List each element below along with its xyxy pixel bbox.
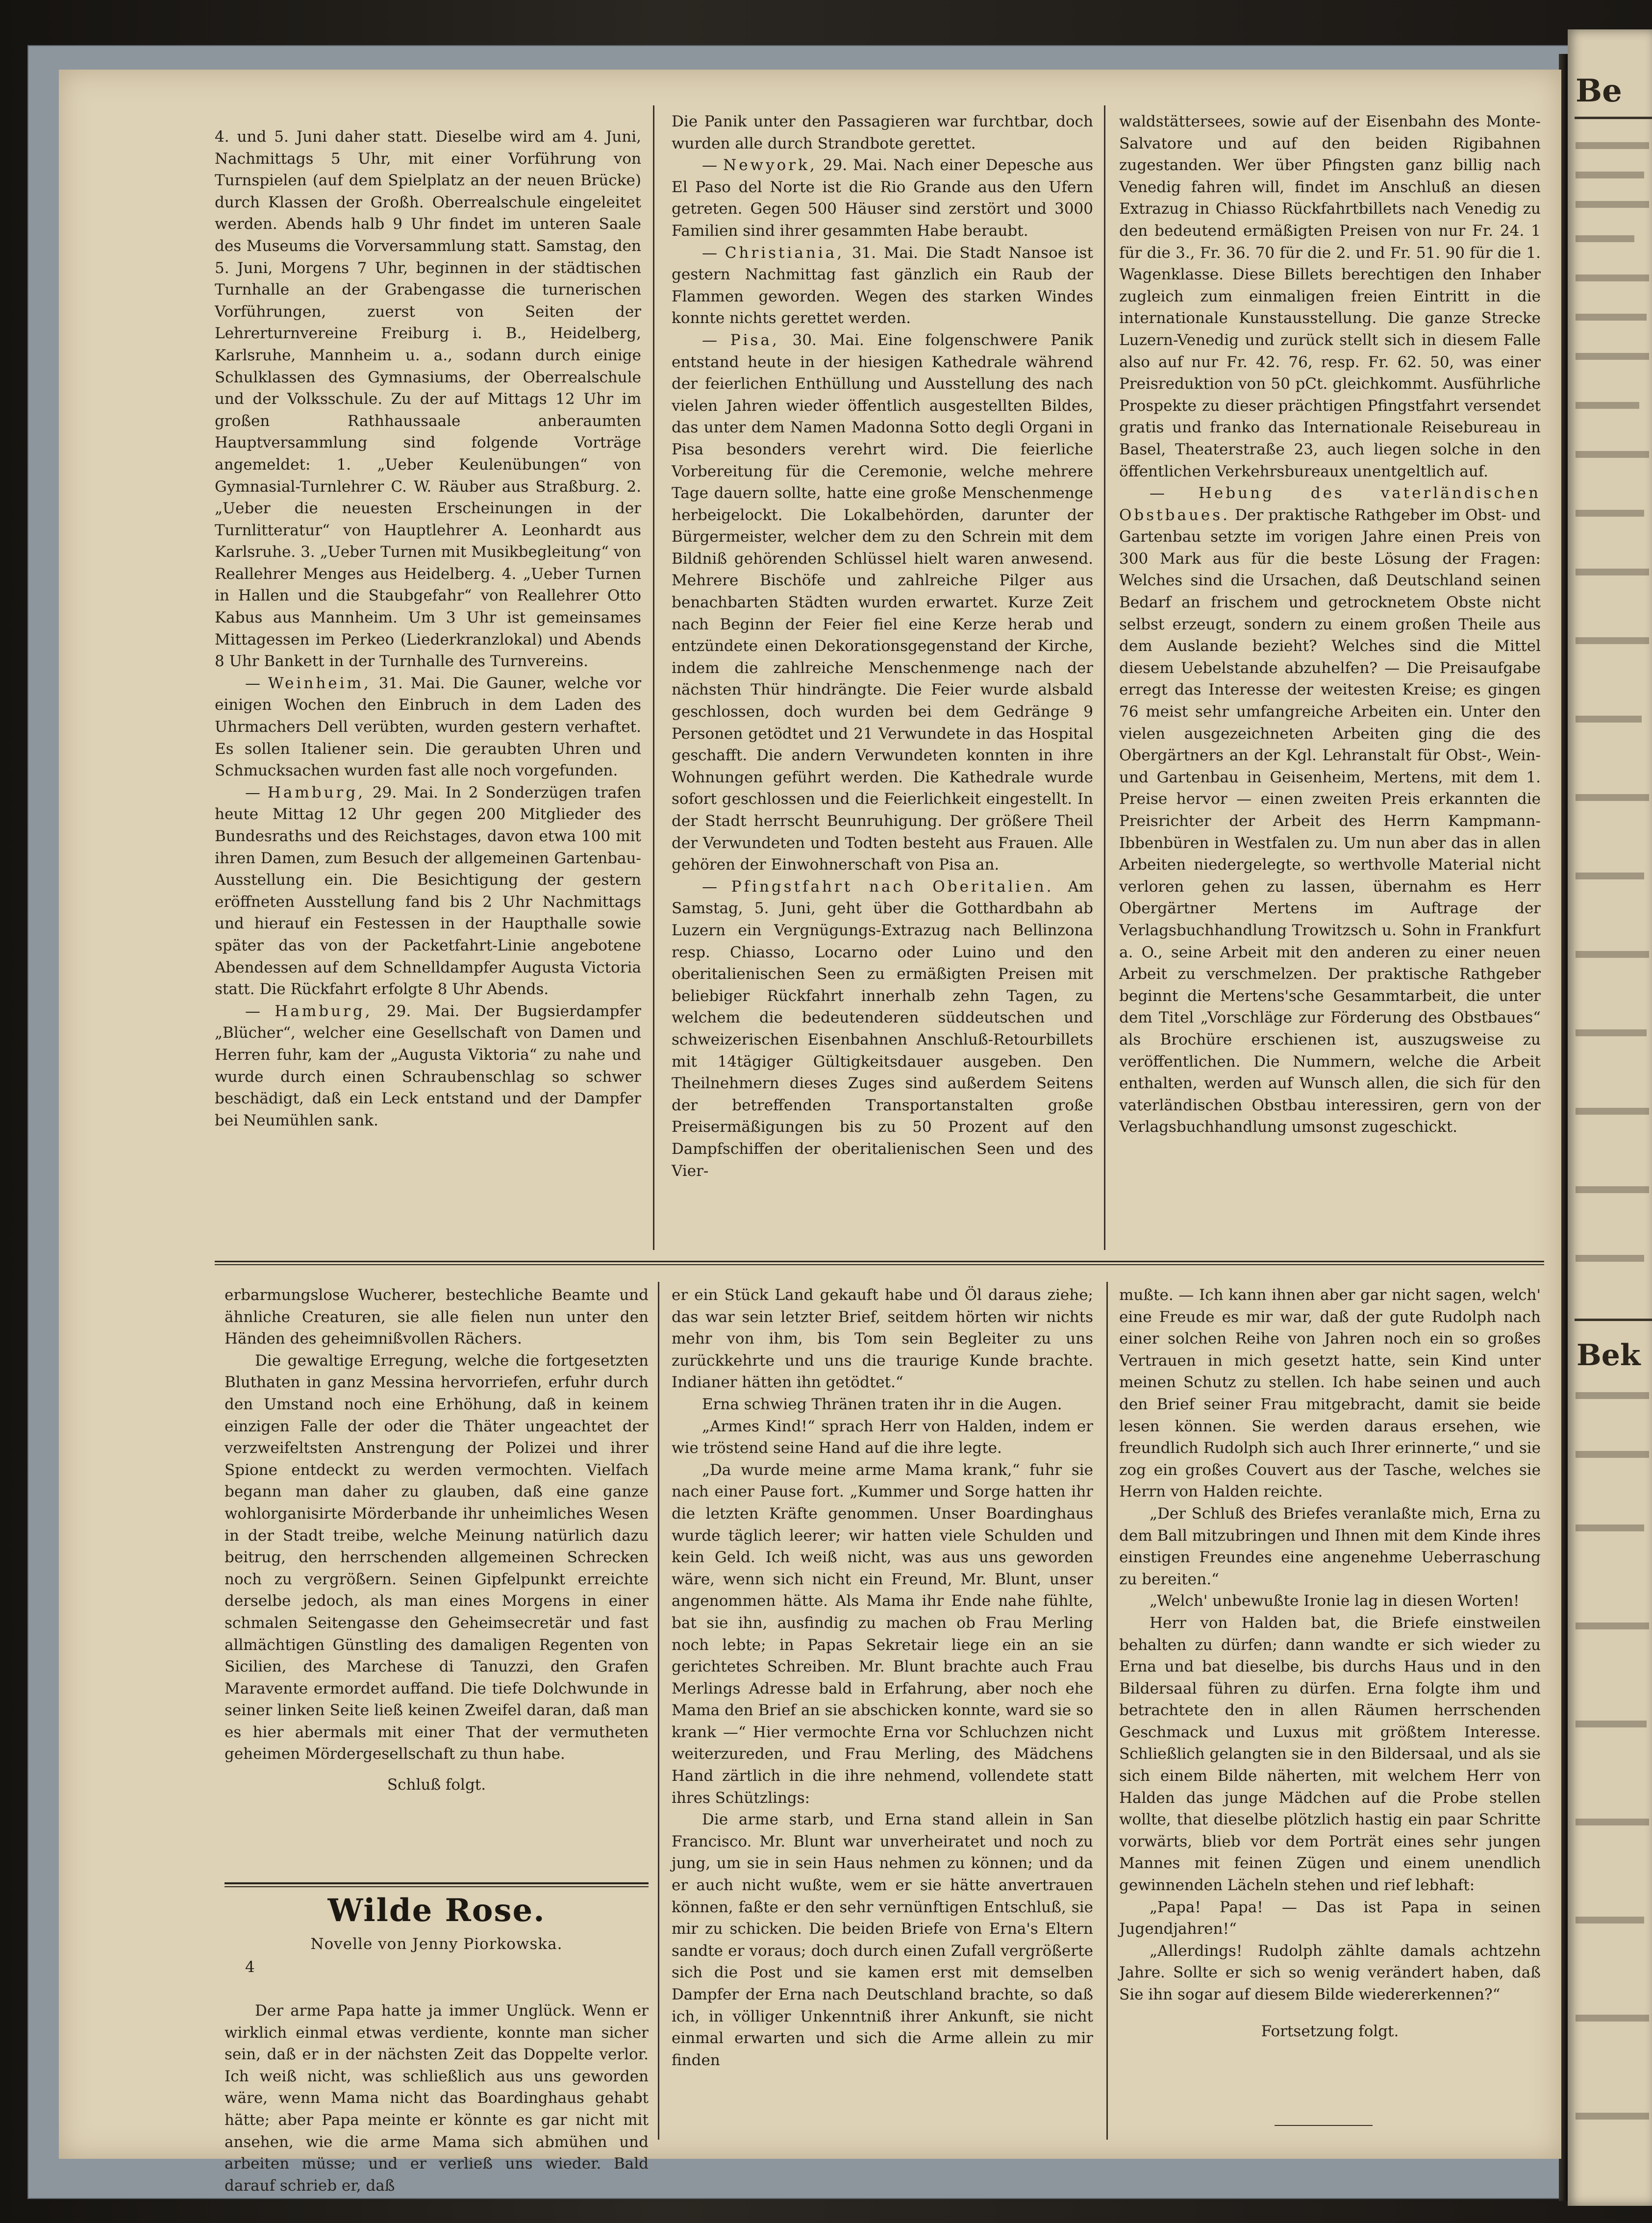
adjacent-page-heading-lower: Bek [1577,1338,1641,1373]
paragraph [672,1459,1093,1809]
news-column-1 [215,126,641,1131]
paragraph-text: Die Gauner, welche vor einigen Wochen den Einbruch in dem Laden des Uhrmachers Dell verübten, wurden gestern verhaftet. Es sollen Italiener sein. Die geraubten Uhren und Schmucksachen wurden fast alle noch vorgefunden. [215,674,642,780]
closing-rule [1275,2125,1373,2126]
adjacent-page-text-line [1576,201,1649,208]
adjacent-page-text-line [1576,2113,1649,2120]
paragraph-text: Der arme Papa hatte ja immer Unglück. Wenn er wirklich einmal etwas verdiente, konnte man sicher sein, daß er in der nächsten Zeit das Doppelte verlor. Ich weiß nicht, was schließlich aus uns geworden wäre, wenn Mama nicht das Boardinghaus gehabt hätte; aber Papa meinte er könnte es gar nicht mit ansehen, wie die arme Mama sich abmühen und arbeiten müsse; und er verließ uns wieder. Bald darauf schrieb er, daß [225,2002,649,2195]
adjacent-page-text-line [1576,314,1647,321]
paragraph [1119,111,1541,482]
dateline-date: 31. Mai. [378,674,445,692]
feuilleton-column-1 [225,1284,649,1796]
dateline-place: Newyork, [723,156,817,175]
adjacent-page-text-line [1576,1451,1649,1458]
adjacent-page-text-line [1576,1029,1647,1036]
adjacent-page-text-line [1576,569,1649,575]
feuilleton-story-text [1119,1284,1541,2006]
adjacent-page-heading: Be [1576,73,1622,109]
paragraph-text: Der praktische Rathgeber im Obst- und Gartenbau setzte im vorigen Jahre einen Preis von 300 Mark aus für die beste Lösung der Fragen: Welches sind die Ursachen, daß Deutschland seinen Bedarf an frischem und getrocknetem Obste nicht selbst erzeugt, sondern zu einem großen Theile aus dem Auslande bezieht? Welches sind die Mittel diesem Uebelstande abzuhelfen? — Die Preisaufgabe erregt das Interesse der weitesten Kreise; es gingen 76 meist sehr umfangreiche Arbeiten ein. Unter den vielen ausgezeichneten Arbeiten ging die des Obergärtners an der Kgl. Lehranstalt für Obst-, Wein- und Gartenbau in Geisenheim, Mertens, mit dem 1. Preise hervor — einen zweiten Preis erkannten die Preisrichter der Arbeit des Herrn Kampmann-Ibbenbüren in Westfalen zu. Um nun aber das in allen Arbeiten niedergelegte, so werthvolle Material nicht verloren gehen zu lassen, übernahm es Herr Obergärtner Mertens im Auftrage der Verlagsbuchhandlung Trowitzsch u. Sohn in Frankfurt a. O., seine Arbeit mit den anderen zu einer neuen Arbeit zu verschmelzen. Der praktische Rathgeber beginnt die Mertens'sche Gesammtarbeit, die unter dem Titel „Vorschläge zur Förderung des Obstbaues“ als Brochüre erschienen ist, auszugsweise zu veröffentlichen. Die Nummern, welche die Arbeit enthalten, werden auf Wunsch allen, die sich für den vaterländischen Obstbau interessiren, gern von der Verlagsbuchhandlung umsonst zugeschickt. [1119,506,1541,1136]
paragraph-text: Der Bugsierdampfer „Blücher“, welcher eine Gesellschaft von Damen und Herren fuhr, kam der „Augusta Viktoria“ zu nahe und wurde durch einen Schraubenschlag so schwer beschädigt, daß ein Leck entstand und der Dampfer bei Neumühlen sank. [215,1002,641,1129]
adjacent-page-text-line [1576,1623,1649,1629]
paragraph-text: Die Panik unter den Passagieren war furchtbar, doch wurden alle durch Strandbote gerettet. [672,113,1093,152]
paragraph-text: er ein Stück Land gekauft habe und Öl daraus ziehe; das war sein letzter Brief, seitdem hörten wir nichts mehr von ihm, bis Tom sein Begleiter zu uns zurückkehrte und uns die traurige Kunde brachte. Indianer hätten ihn getödtet.“ [672,1286,1093,1392]
dateline-place: Hamburg, [275,1002,373,1020]
adjacent-page-text-line [1576,235,1634,242]
news-item: — Christiania, 31. Mai. Die Stadt Nansoe ist gestern Nachmittag fast gänzlich ein Raub der Flammen geworden. Wegen des starken Windes konnte nichts gerettet werden. [672,244,1093,327]
adjacent-page-text-line [1576,1917,1644,1923]
adjacent-page-text-line [1576,275,1649,281]
adjacent-page-text-line [1576,716,1642,723]
paragraph [225,1284,649,1350]
paragraph [672,1809,1093,2071]
dateline-place: Pisa, [730,331,779,349]
paragraph [672,1394,1093,1416]
paragraph [225,2000,649,2197]
adjacent-page-text-line [1576,172,1644,178]
paragraph [1119,1503,1541,1590]
adjacent-page-text-line [1576,1524,1644,1531]
paragraph-text: Die Stadt Nansoe ist gestern Nachmittag fast gänzlich ein Raub der Flammen geworden. Wegen des starken Windes konnte nichts gerettet werden. [672,244,1093,327]
dateline-place: Christiania, [725,244,845,262]
paragraph-text: Die gewaltige Erregung, welche die fortgesetzten Bluthaten in ganz Messina hervorriefen, erfuhr durch den Umstand noch eine Erhöhung, daß in keinem einzigen Falle der oder die Thäter ungeachtet der verzweifeltsten Anstrengung der Polizei und ihrer Spione entdeckt zu werden vermochten. Vielfach begann man daher zu glauben, daß eine ganze wohlorganisirte Mörderbande ihr unheimliches Wesen in der Stadt treibe, welche Meinung natürlich dazu beitrug, den herrschenden allgemeinen Schrecken noch zu vergrößern. Seinen Gipfelpunkt erreichte derselbe jedoch, als man eines Morgens in einer schmalen Seitengasse den Geheimsecretär und fast allmächtigen Günstling des damaligen Regenten von Sicilien, des Marchese di Tanuzzi, den Grafen Maravente ermordet auffand. Die tiefe Dolchwunde in seiner linken Seite ließ keinen Zweifel daran, daß man es hier abermals mit einer That der vermutheten geheimen Mördergesellschaft zu thun habe. [225,1351,649,1763]
novel-title: Wilde Rose. [327,1892,546,1929]
adjacent-page-text-line [1576,637,1649,644]
adjacent-page-edge [1568,29,1652,2206]
news-item: — Newyork, 29. Mai. Nach einer Depesche aus El Paso del Norte ist die Rio Grande aus den Ufern getreten. Gegen 500 Häuser sind zerstört und 3000 Familien sind ihrer gesammten Habe beraubt. [672,156,1094,240]
continued-note: Schluß folgt. [387,1776,486,1794]
paragraph [1119,1612,1541,1897]
column-rule [658,1282,659,2140]
adjacent-page-rule [1575,117,1652,119]
news-column-2 [672,111,1093,1182]
adjacent-page-text-line [1576,2015,1649,2022]
paragraph [1119,1897,1541,1940]
feuilleton-column-3 [1119,1284,1541,2042]
column-rule [1104,105,1105,1250]
news-item: — Hamburg, 29. Mai. In 2 Sonderzügen trafen heute Mittag 12 Uhr gegen 200 Mitglieder des Bundesraths und des Reichstages, davon etwa 100 mit ihren Damen, zum Besuch der allgemeinen Gartenbau-Ausstellung ein. Die Besichtigung der gestern eröffneten Ausstellung fand bis 2 Uhr Nachmittags und hierauf ein Festessen in der Haupthalle sowie später das von der Packetfahrt-Linie angebotene Abendessen auf dem Schnelldampfer Augusta Victoria statt. Die Rückfahrt erfolgte 8 Uhr Abends. [215,783,642,999]
dateline-date: 31. Mai. [851,244,918,262]
adjacent-page-text-line [1576,951,1649,958]
adjacent-page-rule [1575,1319,1652,1321]
news-item: — Weinheim, 31. Mai. Die Gauner, welche vor einigen Wochen den Einbruch in dem Laden des Uhrmachers Dell verübten, wurden gestern verhaftet. Es sollen Italiener sein. Die geraubten Uhren und Schmucksachen wurden fast alle noch vorgefunden. [215,674,642,780]
news-item: — Hebung des vaterländischen Obstbaues. Der praktische Rathgeber im Obst- und Gartenbau setzte im vorigen Jahre einen Preis von 300 Mark aus für die beste Lösung der Fragen: Welches sind die Ursachen, daß Deutschland seinen Bedarf an frischem und getrocknetem Obste nicht selbst erzeugt, sondern zu einem großen Theile aus dem Auslande bezieht? Welches sind die Mittel diesem Uebelstande abzuhelfen? — Die Preisaufgabe erregt das Interesse der weitesten Kreise; es gingen 76 meist sehr umfangreiche Arbeiten ein. Unter den vielen ausgezeichneten Arbeiten ging die des Obergärtners an der Kgl. Lehranstalt für Obst-, Wein- und Gartenbau in Geisenheim, Mertens, mit dem 1. Preise hervor — einen zweiten Preis erkannten die Preisrichter der Arbeit des Herrn Kampmann-Ibbenbüren in Westfalen zu. Um nun aber das in allen Arbeiten niedergelegte, so werthvolle Material nicht verloren gehen zu lassen, übernahm es Herr Obergärtner Mertens im Auftrage der Verlagsbuchhandlung Trowitzsch u. Sohn in Frankfurt a. O., seine Arbeit mit den anderen zu einer neuen Arbeit zu verschmelzen. Der praktische Rathgeber beginnt die Mertens'sche Gesammtarbeit, die unter dem Titel „Vorschläge zur Förderung des Obstbaues“ als Brochüre erschienen ist, auszugsweise zu veröffentlichen. Die Nummern, welche die Arbeit enthalten, werden auf Wunsch allen, die sich für den vaterländischen Obstbau interessiren, gern von der Verlagsbuchhandlung umsonst zugeschickt. [1119,484,1541,1136]
news-item: — Pfingstfahrt nach Oberitalien. Am Samstag, 5. Juni, geht über die Gotthardbahn ab Luzern ein Vergnügungs-Extrazug nach Bellinzona resp. Chiasso, Locarno oder Luino und den oberitalienischen Seen zu ermäßigten Preisen mit beliebiger Rückfahrt innerhalb zehn Tagen, zu welchem die bedeutenderen süddeutschen und schweizerischen Eisenbahnen Anschluß-Retourbillets mit 14tägiger Gültigkeitsdauer ausgeben. Den Theilnehmern dieses Zuges sind außerdem Seitens der betreffenden Transportanstalten große Preisermäßigungen bis zu 50 Prozent auf den Dampfschiffen der oberitalienischen Seen und des Vier- [672,877,1094,1180]
to-be-continued-note: Fortsetzung folgt. [1261,2022,1399,2040]
paragraph [672,111,1093,154]
title-rule [225,1882,649,1884]
news-column-3 [1119,111,1541,1138]
adjacent-page-text-line [1576,1186,1649,1193]
dateline-place: Weinheim, [268,674,371,692]
adjacent-page-text-line [1576,510,1644,517]
installment-number: 4 [245,1958,255,1976]
adjacent-page-text-line [1576,1392,1649,1399]
adjacent-page-text-line [1576,142,1649,149]
column-rule [1106,1282,1108,2140]
paragraph-text: waldstättersees, sowie auf der Eisenbahn des Monte-Salvatore und auf den beiden Rigibahnen zugestanden. Wer über Pfingsten ganz billig nach Venedig fahren will, findet im Anschluß an diesen Extrazug in Chiasso Rückfahrtbillets nach Venedig zu den bedeutend ermäßigten Preisen von nur Fr. 24. 1 für die 3., Fr. 36. 70 für die 2. und Fr. 51. 90 für die 1. Wagenklasse. Diese Billets berechtigen den Inhaber zugleich zum einmaligen freien Eintritt in die internationale Kunstausstellung. Die ganze Strecke Luzern-Venedig und zurück stellt sich in diesem Falle also auf nur Fr. 42. 76, resp. Fr. 62. 50, was einer Preisreduktion von 50 pCt. gleichkommt. Ausführliche Prospekte zu dieser prächtigen Pfingstfahrt versendet gratis und franko das Internationale Reisebureau in Basel, Theaterstraße 23, auch liegen solche in den öffentlichen Verkehrsbureaux unentgeltlich auf. [1119,113,1541,480]
paragraph-text: „Armes Kind!“ sprach Herr von Halden, indem er wie tröstend seine Hand auf die ihre legte. [672,1417,1093,1457]
paragraph-text: Herr von Halden bat, die Briefe einstweilen behalten zu dürfen; dann wandte er sich wieder zu Erna und bat dieselbe, bis durchs Haus und in den Bildersaal führen zu dürfen. Erna folgte ihm und betrachtete den in allen Räumen herrschenden Geschmack und Luxus mit größtem Interesse. Schließlich gelangten sie in den Bildersaal, und als sie sich einem Bilde näherten, mit welchem Herr von Halden das junge Mädchen auf die Probe stellen wollte, that dieselbe plötzlich hastig ein paar Schritte vorwärts, blieb vor dem Porträt eines sehr jungen Mannes mit feinen Zügen und einem unendlich gewinnenden Lächeln stehen und rief lebhaft: [1119,1614,1541,1895]
dateline-place: Pfingstfahrt nach Oberitalien. [731,877,1054,896]
paragraph-text: Am Samstag, 5. Juni, geht über die Gotthardbahn ab Luzern ein Vergnügungs-Extrazug nach Bellinzona resp. Chiasso, Locarno oder Luino und den oberitalienischen Seen zu ermäßigten Preisen mit beliebiger Rückfahrt innerhalb zehn Tagen, zu welchem die bedeutenderen süddeutschen und schweizerischen Eisenbahnen Anschluß-Retourbillets mit 14tägiger Gültigkeitsdauer ausgeben. Den Theilnehmern dieses Zuges sind außerdem Seitens der betreffenden Transportanstalten große Preisermäßigungen bis zu 50 Prozent auf den Dampfschiffen der oberitalienischen Seen und des Vier- [672,877,1094,1180]
paragraph [215,126,641,673]
paragraph [1119,1590,1541,1612]
feuilleton-divider [215,1264,1544,1265]
adjacent-page-text-line [1576,1108,1649,1115]
dateline-place: Hamburg, [267,783,366,801]
paragraph-text: Die arme starb, und Erna stand allein in San Francisco. Mr. Blunt war unverheiratet und noch zu jung, um sie in sein Haus nehmen zu können; und da er auch nicht wußte, wem er sie hätte anvertrauen können, faßte er den sehr vernünftigen Entschluß, sie mir zu schicken. Die beiden Briefe von Erna's Eltern sandte er voraus; doch durch einen Zufall vergrößerte sich die Post und sie kamen erst mit demselben Dampfer der Erna nach Deutschland brachte, so daß ich, in völliger Unkenntniß ihrer Ankunft, sie nicht einmal erwarten und sich die Arme allein zu mir finden [672,1811,1093,2069]
adjacent-page-text-line [1576,402,1639,409]
paragraph-text: Eine folgenschwere Panik entstand heute in der hiesigen Kathedrale während der feierlichen Enthüllung und Ausstellung des nach vielen Jahren wieder öffentlich ausgestellten Bildes, das unter dem Namen Madonna Sotto degli Organi in Pisa besonders verehrt wird. Die feierliche Vorbereitung für die Ceremonie, welche mehrere Tage dauern sollte, hatte eine große Menschenmenge herbeigelockt. Die Lokalbehörden, darunter der Bürgermeister, welcher dem zu den Schrein mit dem Bildniß gehörenden Schlüssel hielt waren anwesend. Mehrere Bischöfe und zahlreiche Pilger aus benachbarten Städten wurden erwartet. Kurze Zeit nach Beginn der Feier fiel eine Kerze herab und entzündete einen Dekorationsgegenstand der Kirche, indem die zahlreiche Menschenmenge nach der nächsten Thür hindrängte. Die Feier wurde alsbald geschlossen, doch wurden bei dem Gedränge 9 Personen getödtet und 21 Verwundete in das Hospital geschafft. Die andern Verwundeten konnten in ihre Wohnungen geführt werden. Die Kathedrale wurde sofort geschlossen und die Feierlichkeit eingestellt. In der Stadt herrscht Beunruhigung. Der größere Theil der Verwundeten und Todten besteht aus Frauen. Alle gehören der Einwohnerschaft von Pisa an. [672,331,1093,874]
paragraph-text: Erna schwieg Thränen traten ihr in die Augen. [702,1395,1062,1413]
adjacent-page-text-line [1576,1819,1649,1825]
paragraph [1119,1284,1541,1503]
title-rule [225,1886,649,1887]
dateline-place: Hebung des vaterländischen Obstbaues. [1119,484,1541,524]
paragraph [672,1416,1093,1459]
paragraph-text: mußte. — Ich kann ihnen aber gar nicht sagen, welch' eine Freude es mir war, daß der gute Rudolph nach einer solchen Reihe von Jahren noch ein so großes Vertrauen in mich gesetzt hatte, sein Kind unter meinen Schutz zu stellen. Ich habe seinen und auch den Brief seiner Frau mitgebracht, damit sie beide lesen können. Sie werden daraus ersehen, wie freundlich Rudolph sich auch Ihrer erinnerte,“ und sie zog ein großes Couvert aus der Tasche, welches sie Herrn von Halden reichte. [1119,1286,1541,1501]
feuilleton-column-2 [672,1284,1093,2071]
adjacent-page-text-line [1576,794,1649,801]
feuilleton-story-text [225,1284,649,1765]
paragraph-text: „Der Schluß des Briefes veranlaßte mich, Erna zu dem Ball mitzubringen und Ihnen mit dem Kinde ihres einstigen Freundes eine angenehme Ueberraschung zu bereiten.“ [1119,1504,1541,1588]
dateline-date: 30. Mai. [792,331,864,349]
novel-column-1 [225,2000,649,2197]
adjacent-page-text-line [1576,1721,1647,1727]
paragraph-text: „Allerdings! Rudolph zählte damals achtzehn Jahre. Sollte er sich so wenig verändert haben, daß Sie ihn sogar auf diesem Bilde wiedererkennen?“ [1119,1942,1541,2003]
novel-byline: Novelle von Jenny Piorkowska. [310,1935,563,1953]
paragraph-text: 4. und 5. Juni daher statt. Dieselbe wird am 4. Juni, Nachmittags 5 Uhr, mit einer Vorführung von Turnspielen (auf dem Spielplatz an der neuen Brücke) durch Klassen der Großh. Oberrealschule eingeleitet werden. Abends halb 9 Uhr findet im unteren Saale des Museums die Vorversammlung statt. Samstag, den 5. Juni, Morgens 7 Uhr, beginnen in der städtischen Turnhalle an der Grabengasse die turnerischen Vorführungen, zuerst von Seiten der Lehrerturnvereine Freiburg i. B., Heidelberg, Karlsruhe, Mannheim u. a., sodann durch einige Schulklassen des Gymnasiums, der Oberrealschule und der Volksschule. Zu der auf Mittags 12 Uhr im großen Rathhaussaale anberaumten Hauptversammlung sind folgende Vorträge angemeldet: 1. „Ueber Keulenübungen“ von Gymnasial-Turnlehrer C. W. Räuber aus Straßburg. 2. „Ueber die neuesten Erscheinungen in der Turnlitteratur“ von Hauptlehrer A. Leonhardt aus Karlsruhe. 3. „Ueber Turnen mit Musikbegleitung“ von Reallehrer Menges aus Heidelberg. 4. „Ueber Turnen in Hallen und die Staubgefahr“ von Reallehrer Otto Kabus aus Mannheim. Um 3 Uhr ist gemeinsames Mittagessen im Perkeo (Liederkranzlokal) und Abends 8 Uhr Bankett in der Turnhalle des Turnvereins. [215,128,641,671]
paragraph [1119,1940,1541,2006]
paragraph-text: „Welch' unbewußte Ironie lag in diesen Worten! [1150,1592,1520,1610]
adjacent-page-text-line [1576,353,1649,360]
paragraph-text: „Da wurde meine arme Mama krank,“ fuhr sie nach einer Pause fort. „Kummer und Sorge hatten ihr die letzten Kräfte genommen. Unser Boardinghaus wurde täglich leerer; wir hatten viele Schulden und kein Geld. Ich weiß nicht, was aus uns geworden wäre, wenn sich nicht ein Freund, Mr. Blunt, unser angenommen hätte. Als Mama ihr Ende nahe fühlte, bat sie ihn, ausfindig zu machen ob Frau Merling noch lebte; in Papas Sekretair liege ein an sie gerichtetes Schreiben. Mr. Blunt brachte auch Frau Merlings Adresse bald in Erfahrung, aber noch ehe Mama den Brief an sie abschicken konnte, ward sie so krank —“ Hier vermochte Erna vor Schluchzen nicht weiterzureden, und Frau Merling, des Mädchens Hand zärtlich in die ihre nehmend, vollendete statt ihres Schützlings: [672,1461,1093,1807]
feuilleton-divider [215,1261,1544,1262]
dateline-date: 29. Mai. [372,783,438,801]
paragraph [672,1284,1093,1394]
news-item: — Pisa, 30. Mai. Eine folgenschwere Panik entstand heute in der hiesigen Kathedrale während der feierlichen Enthüllung und Ausstellung des nach vielen Jahren wieder öffentlich ausgestellten Bildes, das unter dem Namen Madonna Sotto degli Organi in Pisa besonders verehrt wird. Die feierliche Vorbereitung für die Ceremonie, welche mehrere Tage dauern sollte, hatte eine große Menschenmenge herbeigelockt. Die Lokalbehörden, darunter der Bürgermeister, welcher dem zu den Schrein mit dem Bildniß gehörenden Schlüssel hielt waren anwesend. Mehrere Bischöfe und zahlreiche Pilger aus benachbarten Städten wurden erwartet. Kurze Zeit nach Beginn der Feier fiel eine Kerze herab und entzündete einen Dekorationsgegenstand der Kirche, indem die zahlreiche Menschenmenge nach der nächsten Thür hindrängte. Die Feier wurde alsbald geschlossen, doch wurden bei dem Gedränge 9 Personen getödtet und 21 Verwundete in das Hospital geschafft. Die andern Verwundeten konnten in ihre Wohnungen geführt werden. Die Kathedrale wurde sofort geschlossen und die Feierlichkeit eingestellt. In der Stadt herrscht Beunruhigung. Der größere Theil der Verwundeten und Todten besteht aus Frauen. Alle gehören der Einwohnerschaft von Pisa an. [672,331,1093,874]
adjacent-page-text-line [1576,1255,1644,1262]
dateline-date: 29. Mai. [823,156,888,175]
paragraph-text: Nach einer Depesche aus El Paso del Norte ist die Rio Grande aus den Ufern getreten. Gegen 500 Häuser sind zerstört und 3000 Familien sind ihrer gesammten Habe beraubt. [672,156,1094,240]
dateline-date: 29. Mai. [386,1002,460,1020]
news-item: — Hamburg, 29. Mai. Der Bugsierdampfer „Blücher“, welcher eine Gesellschaft von Damen und Herren fuhr, kam der „Augusta Viktoria“ zu nahe und wurde durch einen Schraubenschlag so schwer beschädigt, daß ein Leck entstand und der Dampfer bei Neumühlen sank. [215,1002,641,1129]
paragraph [225,1350,649,1765]
column-rule [653,105,654,1250]
adjacent-page-text-line [1576,451,1649,458]
paragraph-text: „Papa! Papa! — Das ist Papa in seinen Jugendjahren!“ [1119,1898,1541,1938]
paragraph-text: In 2 Sonderzügen trafen heute Mittag 12 Uhr gegen 200 Mitglieder des Bundesraths und des Reichstages, davon etwa 100 mit ihren Damen, zum Besuch der allgemeinen Gartenbau-Ausstellung ein. Die Besichtigung der gestern eröffneten Ausstellung fand bis 2 Uhr Nachmittags und hierauf ein Festessen in der Haupthalle sowie später das von der Packetfahrt-Linie angebotene Abendessen auf dem Schnelldampfer Augusta Victoria statt. Die Rückfahrt erfolgte 8 Uhr Abends. [215,783,642,999]
paragraph-text: erbarmungslose Wucherer, bestechliche Beamte und ähnliche Creaturen, sie alle fielen nun unter den Händen des geheimnißvollen Rächers. [225,1286,649,1348]
adjacent-page-text-line [1576,873,1644,879]
